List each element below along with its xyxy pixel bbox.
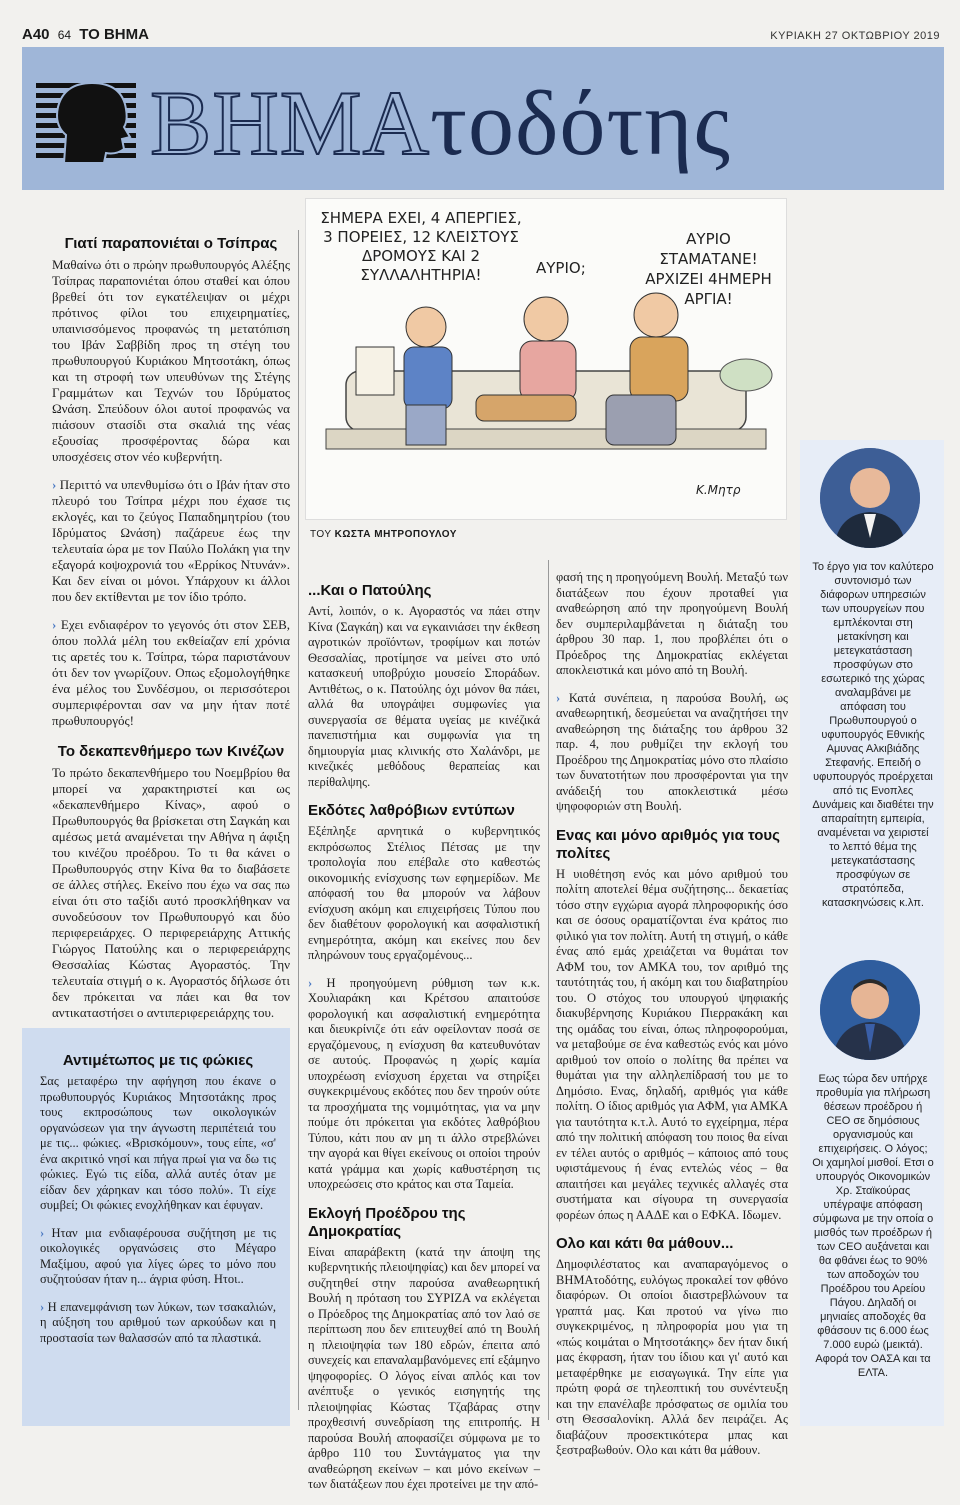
sidebar-text-2: Εως τώρα δεν υπήρχε προθυμία για πλήρωση θέσεων προέδρου ή CEO σε δημόσιους οργανισμούς και επιχειρήσεις. Ο λόγος; Οι χαμηλοί μισθοί. Ετσι ο υπουργός Οικονομικών Χρ. Σταϊκούρας υπέγραψε απόφαση σύμφωνα με την οποία ο μισθός των προέδρων ή των CEO αυξάνεται και θα φθάνει έως το 90% των αποδοχών του Προέδρου του Αρείου Πάγου. Δηλαδή οι μηνιαίες αποδοχές θα φθάσουν τις 6.000 έως 7.000 ευρώ (μεικτά). Αφορά τον ΟΑΣΑ και τα ΕΛΤΑ. [812,1073,934,1379]
credit-name: ΚΩΣΤΑ ΜΗΤΡΟΠΟΥΛΟΥ [334,529,457,540]
paragraph-text: Ηταν μια ενδιαφέρουσα συζήτηση με τις οικολογικές οργανώσεις στο Μέγαρο Μαξίμου, αφού για λίγες ώρες το μόνο που συζητούσαν ήταν η... άγρια φύση. Ητοι.. [40,1225,276,1286]
bubble3-text: ΑΥΡΙΟ ΣΤΑΜΑΤΑΝΕ! ΑΡΧΙΖΕΙ 4ΗΜΕΡΗ ΑΡΓΙΑ! [645,230,772,308]
cartoon-man-2-legs [476,395,576,421]
headline-president-election: Εκλογή Προέδρου της Δημοκρατίας [308,1204,466,1240]
paragraph [556,691,788,815]
paragraph-text: Περιττό να υπενθυμίσω ότι ο Ιβάν ήταν στο πλευρό του Τσίπρα μέχρι που έχασε τις εκλογές, και το ζεύγος Παπαδημητρίου (του Ιδρύματος Ωνάση) παζάρευε έως την τελευταία ώρα με τον Παύλο Πολάκη για την εξαγορά κοψοχρονιά του «Ερρίκος Ντυνάν». Και δεν είναι οι μόνοι. Υπάρχουν κι άλλοι που δεν εκτίθενται με τον ίδιο τρόπο. [52,477,290,604]
paragraph [308,976,540,1193]
cartoon-man-2-head [524,297,568,341]
arrow-icon: › [52,617,57,632]
paragraph-text: Κατά συνέπεια, η παρούσα Βουλή, ως αναθεωρητική, δεσμεύεται να αναζητήσει την αναθεώρηση της διάταξης του άρθρου 32 παρ. 4, που ρυθμίζει την εκλογή του Προέδρου της Δημοκρατίας μόνο στο πλαίσιο των δυνατοτήτων που προσφέρονται για την ανάδειξή του αποκλειστικά μέσω ψηφοφοριών στη Βουλή. [556,690,789,813]
paragraph: Αντί, λοιπόν, ο κ. Αγοραστός να πάει στην Κίνα (Σαγκάη) και να εγκαινιάσει την έκθεση αγροτικών προϊόντων, τροφίμων και ποτών Θεσσαλίας, προτίμησε να μείνει στο υπό κατασκευή υποβρύχιο μουσείο Σποράδων. Αντιθέτως, ο κ. Πατούλης όχι μόνον θα πάει, αλλά θα υπογράψει συμφωνίες για συνεργασία σε θέματα υγείας με κινέζικά πανεπιστήμια και συμφωνία για τη δημιουργία μιας κλινικής στο Χαλάνδρι, με κινεζικές μεθόδους θεραπείας και περίθαλψης. [308,604,540,789]
headline-publishers: Εκδότες λαθρόβιων εντύπων [308,802,515,819]
page-number-small: 64 [57,28,72,42]
paragraph: Είναι απαράβεκτη (κατά την άποψη της κυβερνητικής πλειοψηφίας) και δεν μπορεί να συζητηθεί στην παρούσα αναθεωρητική Βουλή η πρόταση του ΣΥΡΙΖΑ να εκλέγεται ο Πρόεδρος της Δημοκρατίας από τον λαό σε περίπτωση που δεν επιτευχθεί από τη Βουλή η πλειοψηφία των 180 εδρών, έπειτα από συνεχείς και επαναλαμβανόμενες επί εξάμηνο ψηφοφορίες. Ο λόγος είναι απλός και τον ανέπτυξε ο γενικός εισηγητής της πλειοψηφίας Κώστας Τζαβάρας στην προχθεσινή συνεδρίαση της επιτροπής. Η παρούσα Βουλή αποφασίζει σύμφωνα με το άρθρο 110 του Συντάγματος για την αναθεώρηση εκείνων – και μόνο εκείνων – των διατάξεων που έχει προτείνει με την από- [308,1244,540,1491]
banner-title [150,73,731,173]
paragraph [52,477,290,605]
paragraph-text: Εχει ενδιαφέρον το γεγονός ότι στον ΣΕΒ, όπου πολλά μέλη του εκθείαζαν επί χρόνια τις αρετές του κ. Τσίπρα, τώρα παριστάνουν ότι δεν τον γνωρίζουν. Οπως εξομολογήθηκε ένα μέλος του Συνδέσμου, οι περισσότεροι συμπεριφέρονται σαν να μην ήταν ποτέ πρωθυπουργός! [52,617,290,728]
page-label: A40 [22,26,50,43]
portrait-photo-staikouras [820,960,920,1060]
headline-patoulis: ...Και ο Πατούλης [308,582,432,599]
bubble2-text: ΑΥΡΙΟ; [536,259,586,277]
paragraph-text: Η επανεμφάνιση των λύκων, των τσακαλιών, η αύξηση του αριθμού των αρκούδων και η προστασία των θαλασσών από τα πλαστικά. [40,1299,277,1345]
headline-chinese: Το δεκαπενθήμερο των Κινέζων [57,743,285,760]
headline-single-number: Ενας και μόνο αριθμός για τους πολίτες [556,826,780,862]
headline-seals: Αντιμέτωπος με τις φώκιες [62,1052,254,1069]
column-divider [548,560,549,1420]
paragraph: Εξέπληξε αρνητικά ο κυβερνητικός εκπρόσωπος Στέλιος Πέτσας με την τροπολογία που επέβαλε στο καθεστώς οικονομικής ενίσχυσης των εφημερίδων. Με απόφασή του θα μπορούν να λάβουν ενίσχυση ακόμη και επιχειρήσεις Τύπου που δεν διαθέτουν φορολογική και ασφαλιστική ενημερότητα, ακόμη και εκείνες που δεν πληρώνουν τους εργαζομένους... [308,824,540,962]
cartoon-newspaper [356,347,394,395]
arrow-icon: › [40,1225,45,1240]
column-divider [298,230,299,1410]
credit-prefix: ΤΟΥ [310,529,332,540]
cartoon-man-1-legs [406,405,446,445]
cartoon-man-1-head [406,307,446,347]
paragraph [40,1300,276,1347]
page-number [22,26,149,43]
paragraph: Η υιοθέτηση ενός και μόνο αριθμού του πολίτη αποτελεί θέμα συζήτησης... δεκαετίας τόσο στην εγχώρια αγορά πληροφορικής όσο και σε όσους οραματίζονται ένα κράτος πιο φιλικό για τον πολίτη. Αυτή τη στιγμή, ο κάθε ένας από εμάς χρειάζεται να θυμάται τον ΑΦΜ του, τον ΑΜΚΑ του, τον αριθμό της ταυτότητάς του, ή ακόμη και του διαβατηρίου του. Ο στόχος του υπουργού ψηφιακής διακυβέρνησης Κυριάκου Πιερρακάκη και της ομάδας του είναι, όπως πληροφορούμαι, να μεταβούμε σε ένα καθεστώς ενός και μόνο αριθμού τον οποίο ο πολίτης θα πρέπει να θυμάται για την αλληλεπίδρασή του με το Δημόσιο. Ενας, δηλαδή, αριθμός για κάθε πολίτη. Ο ίδιος αριθμός για ΑΦΜ, για ΑΜΚΑ για ταυτότητα κ.τ.λ. Αυτό το εγχείρημα, πέρα από την πολιτική απόφαση του ποιος θα είναι εν τέλει αυτός ο αριθμός – κάποιος από τους υφιστάμενους ή ένας εντελώς νέος – θα απαιτήσει και μεγάλες τεχνικές αλλαγές στα συστήματα και σίγουρα τη συνεργασία φορέων όπως η ΑΑΔΕ και ο ΕΦΚΑ. Ιδωμεν. [556,866,788,1222]
cartoon-man-2-body [520,341,576,401]
paragraph [40,1226,276,1288]
portrait-photo-stefanis [820,448,920,548]
paragraph-text: Η προηγούμενη ρύθμιση των κ.κ. Χουλιαράκη και Κρέτσου απαιτούσε φορολογική και ασφαλιστική ενημερότητα και διευκρίνιζε ότι εάν οφείλονταν ποσά σε εργαζόμενους, η ενίσχυση θα κατευθυνόταν σε αυτούς. Προφανώς η χωρίς καμία υποχρέωση ενίσχυση έρχεται να στηρίξει συγκεκριμένους εκδότες που δεν τηρούν ούτε τα προσχήματα της νομιμότητας, για να μην πούμε ότι πρόκειται για εκδότες λαθρόβιου Τύπου, κάτι που αν μη τι άλλο στρεβλώνει την αγορά και θίγει εκείνους οι οποίοι τηρούν κατά γράμμα και χωρίς καθυστέρηση τις υποχρεώσεις στο κράτος και στα Ταμεία. [308,975,540,1191]
cartoon-credit [310,529,457,540]
arrow-icon: › [308,975,313,990]
arrow-icon: › [40,1299,45,1314]
newspaper-name: ΤΟ ΒΗΜΑ [79,26,149,43]
cartoon-man-3-body [630,337,688,401]
headline-tsipras: Γιατί παραπονιέται ο Τσίπρας [64,235,278,252]
boxed-article-text [40,1052,276,1358]
column-3 [556,570,788,1471]
cartoon-bush [720,359,772,391]
paragraph: Το πρώτο δεκαπενθήμερο του Νοεμβρίου θα μπορεί να χαρακτηριστεί και ως «δεκαπενθήμερο Κίνας», αφού ο Πρωθυπουργός θα βρίσκεται στη Σαγκάη και αμέσως μετά αναμένεται την Αθήνα η άφιξη του κινέζου προέδρου. Το τι θα κάνει ο Πρωθυπουργός στην Κίνα θα το διαβάσετε σε άλλες στήλες. Εκείνο που έχω να σας πω είναι ότι στο ταξίδι αυτό προσκλήθηκαν να συνοδεύσουν τον Πρωθυπουργό και δύο περιφερειάρχες. Ο περιφερειάρχης Αττικής Γιώργος Πατούλης και ο περιφερειάρχης Θεσσαλίας Κώστας Αγοραστός. Την τελευταία στιγμή ο κ. Αγοραστός δήλωσε ότι δεν πρόκειται να πάει και θα τον αντικαταστήσει ο αντιπεριφερειάρχης του. [52,765,290,1020]
paragraph: Σας μεταφέρω την αφήγηση που έκανε ο πρωθυπουργός Κυριάκος Μητσοτάκης προς τους εκπροσώπους των οικολογικών οργανώσεων για την άγνωστη περιπέτειά του με τις... φώκιες. «Βρισκόμουν», τους είπε, «σ' ένα ακριτικό νησί και πήγα πρωί για να δω τις φώκιες. Εγώ τις είδα, αλλά αυτές όταν με είδαν δεν χάρηκαν και τόσο πολύ». Τι είχε συμβεί; Οι φώκιες ενοχλήθηκαν και έφυγαν. [40,1074,276,1212]
head-profile-icon [36,75,146,165]
bubble1-text: ΣΗΜΕΡΑ ΕΧΕΙ, 4 ΑΠΕΡΓΙΕΣ, 3 ΠΟΡΕΙΕΣ, 12 ΚΛΕΙΣΤΟΥΣ ΔΡΟΜΟΥΣ ΚΑΙ 2 ΣΥΛΛΑΛΗΤΗΡΙΑ! [320,209,522,284]
editorial-cartoon [305,198,787,520]
cartoon-man-1-body [404,347,452,409]
banner-title-part2: τοδότης [430,72,731,174]
page-header [0,0,960,50]
cartoon-ground [326,429,766,449]
paragraph [52,617,290,729]
issue-date: ΚΥΡΙΑΚΗ 27 ΟΚΤΩΒΡΙΟΥ 2019 [770,30,940,42]
cartoon-drawing [306,199,786,519]
portrait-icon [820,960,920,1060]
paragraph: Μαθαίνω ότι ο πρώην πρωθυπουργός Αλέξης Τσίπρας παραπονιέται όπου σταθεί και όπου βρεθεί ότι τον εγκατέλειψαν οι μέχρι πρότινος φίλοι του επιχειρηματίες, υπαινισσόμενος προφανώς τη μετατόπιση του Ιβάν Σαββίδη προς τη στέγη του πρωθυπουργού Κυριάκου Μητσοτάκη, όπως και τη στροφή των υπευθύνων της Στέγης Γραμμάτων και Τεχνών του Ιδρύματος Ωνάση. Σπεύδουν όλοι αυτοί προφανώς να πιάσουν στασίδι στα σκαλιά της νέας εξουσίας προσφέροντας δώρα και υποσχέσεις στον νέο κυβερνήτη. [52,257,290,464]
cartoon-man-3-legs [606,395,676,445]
column-1 [52,235,290,1033]
portrait-icon [820,448,920,548]
headline-they-will-learn: Ολο και κάτι θα μάθουν... [556,1235,734,1252]
paragraph: Δημοφιλέστατος και αναπαραγόμενος ο ΒΗΜΑτοδότης, ευλόγως προκαλεί τον φθόνο διαφόρων. Οι οποίοι διαστρεβλώνουν τα γραπτά μας. Και προτού να γίνω πιο συγκεκριμένος, η πληροφορία μου για τη «πώς κοιμάται ο Μητσοτάκης» δεν ήταν δική μας έκφραση, ήταν του ίδιου και γι' αυτό και μεταφέρθηκε με εισαγωγικά. Την είπε για πρώτη φορά σε τηλεοπτική του συνέντευξη και την επανέλαβε πρόσφατως σε ομιλία του στη Θεσσαλονίκη. Αλλά δεν πειράζει. Ας διαβάζουν προσεκτικότερα μπας και ξεστραβωθούν. Ολο και κάτι θα μάθουν. [556,1257,788,1457]
column-banner [22,47,944,190]
arrow-icon: › [52,477,57,492]
cartoon-man-3-head [634,293,678,337]
banner-title-part1: ΒΗΜΑ [150,72,431,174]
column-2 [308,582,540,1505]
arrow-icon: › [556,690,561,705]
sidebar-text-1: Το έργο για τον καλύτερο συντονισμό των διάφορων υπηρεσιών των υπουργείων που εμπλέκονται στη μετακίνηση και μετεγκατάσταση προσφύγων στο εσωτερικό της χώρας αναλαμβάνει με απόφαση του Πρωθυπουργού ο υφυπουργός Εθνικής Αμυνας Αλκιβιάδης Στεφανής. Επειδή ο υφυπουργός προέρχεται από τις Ενοπλες Δυνάμεις και διαθέτει την απαραίτητη εμπειρία, αναμένεται να χειριστεί το λεπτό θέμα της μετεγκατάστασης προσφύγων σε στρατόπεδα, κατασκηνώσεις κ.λπ. [812,561,934,909]
paragraph: φασή της η προηγούμενη Βουλή. Μεταξύ των διατάξεων που έχουν προταθεί για αναθεώρηση από την προηγούμενη Βουλή δεν συμπεριλαμβάνεται η διάταξη του άρθρου 30 παρ. 1, που προβλέπει ότι ο Πρόεδρος της Δημοκρατίας εκλέγεται αποκλειστικά και μόνο από τη Βουλή. [556,570,788,677]
cartoon-signature: Κ.Μητρ [696,483,741,497]
